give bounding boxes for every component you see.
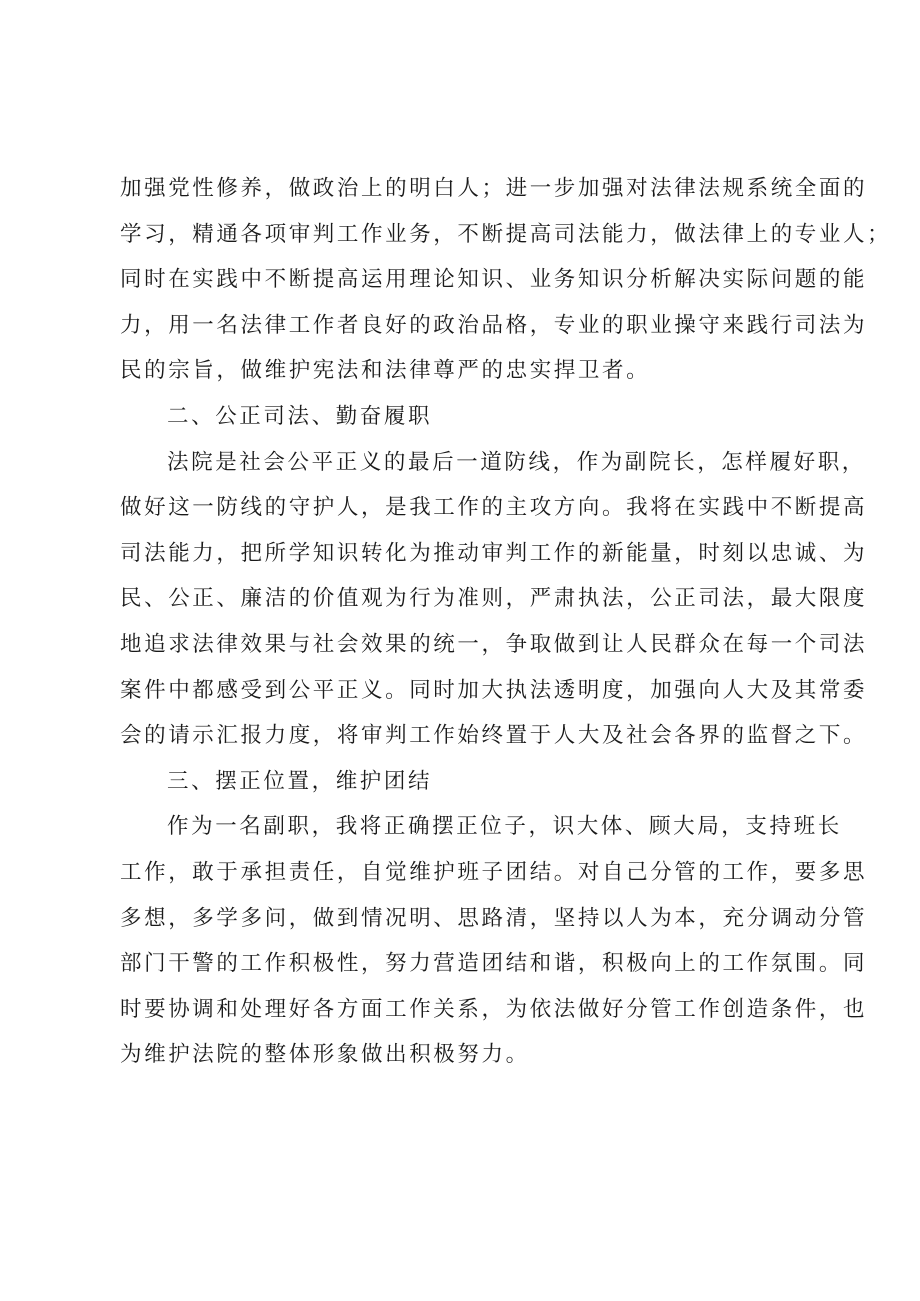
body-line: 多想，多学多问，做到情况明、思路清，坚持以人为本，充分调动分管 <box>120 905 868 931</box>
body-line: 加强党性修养，做政治上的明白人；进一步加强对法律法规系统全面的 <box>120 176 868 201</box>
body-line: 部门干警的工作积极性，努力营造团结和谐，积极向上的工作氛围。同 <box>120 951 868 977</box>
body-line: 为维护法院的整体形象做出积极努力。 <box>120 1042 530 1068</box>
body-line: 民的宗旨，做维护宪法和法律尊严的忠实捍卫者。 <box>120 358 651 384</box>
section-heading-3: 三、摆正位置，维护团结 <box>167 768 433 794</box>
body-line: 作为一名副职，我将正确摆正位子，识大体、顾大局，支持班长 <box>167 814 842 840</box>
body-line: 时要协调和处理好各方面工作关系，为依法做好分管工作创造条件，也 <box>120 996 868 1022</box>
body-line: 案件中都感受到公平正义。同时加大执法透明度，加强向人大及其常委 <box>120 677 868 703</box>
body-line: 地追求法律效果与社会效果的统一，争取做到让人民群众在每一个司法 <box>120 631 868 657</box>
body-line: 法院是社会公平正义的最后一道防线，作为副院长，怎样履好职， <box>167 449 866 475</box>
body-line: 民、公正、廉洁的价值观为行为准则，严肃执法，公正司法，最大限度 <box>120 586 868 612</box>
document-body <box>120 166 892 1078</box>
section-heading-2: 二、公正司法、勤奋履职 <box>167 403 433 429</box>
body-line: 司法能力，把所学知识转化为推动审判工作的新能量，时刻以忠诚、为 <box>120 540 868 566</box>
body-line: 同时在实践中不断提高运用理论知识、业务知识分析解决实际问题的能 <box>120 267 868 293</box>
body-line: 力，用一名法律工作者良好的政治品格，专业的职业操守来践行司法为 <box>120 312 868 338</box>
body-line: 学习，精通各项审判工作业务，不断提高司法能力，做法律上的专业人； <box>120 221 892 247</box>
body-line: 工作，敢于承担责任，自觉维护班子团结。对自己分管的工作，要多思 <box>120 859 868 885</box>
body-line: 做好这一防线的守护人，是我工作的主攻方向。我将在实践中不断提高 <box>120 495 868 521</box>
body-line: 会的请示汇报力度，将审判工作始终置于人大及社会各界的监督之下。 <box>120 723 868 749</box>
